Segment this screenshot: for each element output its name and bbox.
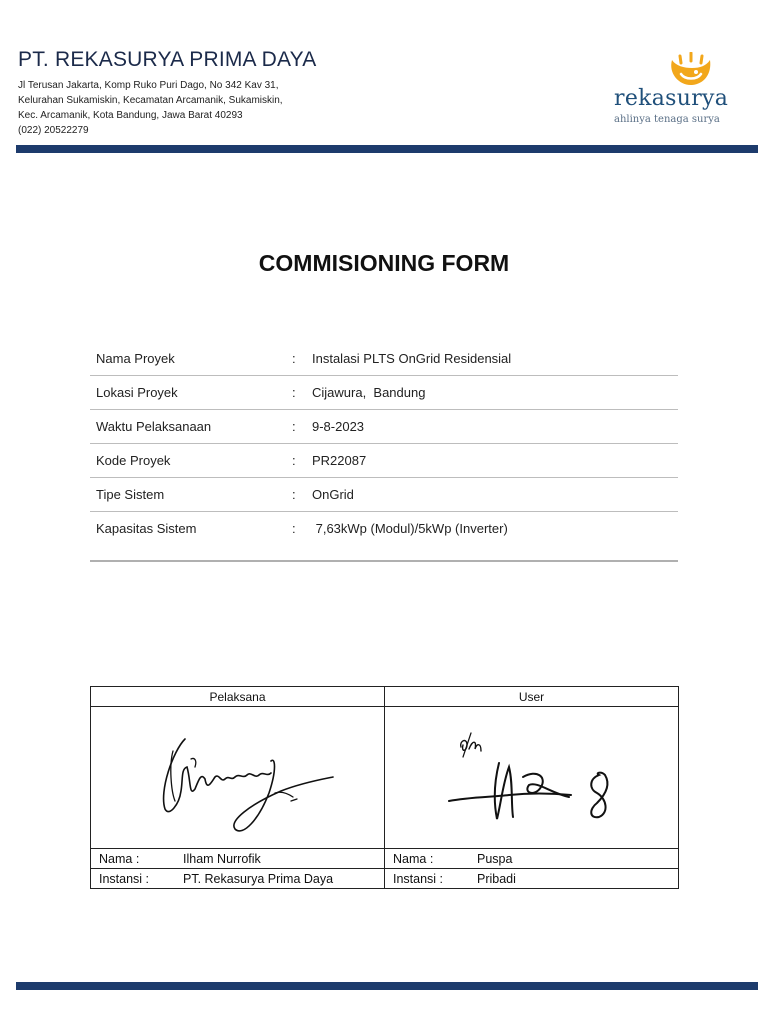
field-label: Waktu Pelaksanaan	[96, 419, 212, 434]
info-row-tipe-sistem	[90, 478, 678, 512]
address-line: Kelurahan Sukamiskin, Kecamatan Arcamanik, Sukamiskin,	[18, 95, 283, 106]
pelaksana-nama-cell	[91, 849, 385, 869]
field-label: Kapasitas Sistem	[96, 521, 197, 536]
field-colon: :	[292, 521, 296, 536]
user-nama-value: Puspa	[477, 851, 513, 866]
user-instansi-cell	[385, 869, 679, 889]
user-nama-cell	[385, 849, 679, 869]
smiling-sun-logo-icon	[666, 52, 714, 88]
field-value: 9-8-2023	[312, 419, 365, 434]
footer-divider	[16, 982, 758, 990]
company-logo	[612, 52, 732, 132]
form-title: COMMISIONING FORM	[258, 250, 510, 276]
info-row-kode-proyek	[90, 444, 678, 478]
info-row-nama-proyek	[90, 342, 678, 376]
field-colon: :	[292, 453, 296, 468]
field-label: Tipe Sistem	[96, 487, 165, 502]
field-label: Nama Proyek	[96, 351, 175, 366]
info-row-lokasi-proyek	[90, 376, 678, 410]
field-colon: :	[292, 385, 296, 400]
nama-label: Nama :	[393, 851, 434, 866]
info-row-waktu-pelaksanaan	[90, 410, 678, 444]
company-phone: (022) 20522279	[18, 125, 89, 136]
nama-label: Nama :	[99, 851, 140, 866]
field-label: Lokasi Proyek	[96, 385, 178, 400]
user-signature-box	[385, 707, 679, 849]
header-divider	[16, 145, 758, 153]
signature-table	[90, 686, 679, 889]
field-value: 7,63kWp (Modul)/5kWp (Inverter)	[312, 521, 508, 536]
user-heading: User	[385, 687, 679, 707]
address-line: Kec. Arcamanik, Kota Bandung, Jawa Barat 40293	[18, 110, 243, 121]
field-colon: :	[292, 487, 296, 502]
field-colon: :	[292, 351, 296, 366]
company-name: PT. REKASURYA PRIMA DAYA	[18, 48, 317, 71]
instansi-label: Instansi :	[99, 871, 150, 886]
pelaksana-signature	[151, 721, 351, 841]
address-line: Jl Terusan Jakarta, Komp Ruko Puri Dago, No 342 Kav 31,	[18, 80, 279, 91]
field-value: Instalasi PLTS OnGrid Residensial	[312, 351, 512, 366]
field-value: PR22087	[312, 453, 367, 468]
project-info-table	[90, 342, 678, 562]
pelaksana-signature-box	[91, 707, 385, 849]
field-colon: :	[292, 419, 296, 434]
logo-wordmark: rekasurya	[614, 86, 729, 111]
field-label: Kode Proyek	[96, 453, 171, 468]
pelaksana-instansi-value: PT. Rekasurya Prima Daya	[183, 871, 334, 886]
instansi-label: Instansi :	[393, 871, 444, 886]
pelaksana-instansi-cell	[91, 869, 385, 889]
pelaksana-heading: Pelaksana	[91, 687, 385, 707]
user-instansi-value: Pribadi	[477, 871, 516, 886]
logo-tagline: ahlinya tenaga surya	[614, 114, 720, 125]
field-value: Cijawura, Bandung	[312, 385, 426, 400]
user-signature	[439, 723, 639, 843]
field-value: OnGrid	[312, 487, 354, 502]
info-row-kapasitas-sistem	[90, 512, 678, 562]
company-address	[18, 78, 338, 138]
pelaksana-nama-value: Ilham Nurrofik	[183, 851, 261, 866]
